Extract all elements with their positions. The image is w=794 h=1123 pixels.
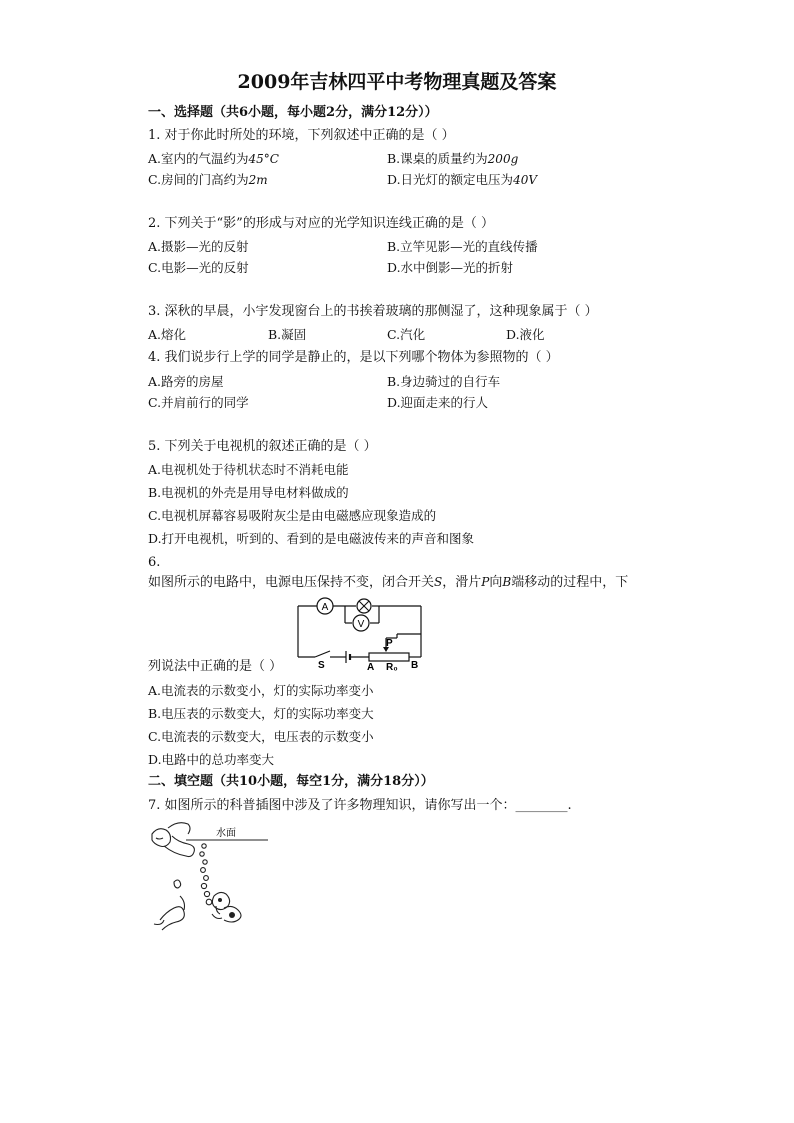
q4-option-d: D.迎面走来的行人 [387, 395, 489, 410]
q6-var-s: S [434, 575, 443, 589]
section-heading-choice: 一、选择题（共6小题，每小题2分，满分12分）） [148, 105, 438, 120]
q2-option-c: C.电影—光的反射 [148, 260, 249, 275]
q6-option-c: C.电流表的示数变大，电压表的示数变小 [148, 729, 374, 744]
q5-option-c: C.电视机屏幕容易吸附灰尘是由电磁感应现象造成的 [148, 508, 437, 523]
q6-var-b: B [502, 575, 512, 589]
q3-stem: 3. 深秋的早晨，小宇发现窗台上的书挨着玻璃的那侧湿了，这种现象属于（ ） [148, 304, 598, 319]
end-a-label: A [367, 662, 375, 672]
slider-label: P [386, 638, 393, 649]
q1-c-value: 2m [248, 173, 268, 187]
q2-option-a: A.摄影—光的反射 [148, 239, 249, 254]
q1-option-a: A.室内的气温约为45°C [148, 151, 279, 166]
q1-option-d: D.日光灯的额定电压为40V [387, 172, 537, 187]
q6-number: 6. [148, 555, 161, 570]
q3-option-c: C.汽化 [387, 327, 426, 342]
water-surface-label: 水面 [216, 828, 236, 839]
q3-option-a: A.熔化 [148, 327, 187, 342]
q1-a-value: 45°C [248, 152, 279, 166]
q4-option-b: B.身边骑过的自行车 [387, 374, 501, 389]
q3-option-d: D.液化 [506, 327, 545, 342]
q6-circuit-diagram [294, 596, 428, 672]
ammeter-label: A [321, 602, 329, 613]
resistor-label: R₀ [386, 662, 398, 672]
q5-option-b: B.电视机的外壳是用导电材料做成的 [148, 485, 349, 500]
page-title: 2009年吉林四平中考物理真题及答案 [237, 71, 557, 93]
q5-option-a: A.电视机处于待机状态时不消耗电能 [148, 462, 349, 477]
end-b-label: B [411, 660, 419, 671]
section-heading-fill: 二、填空题（共10小题，每空1分，满分18分）） [148, 774, 434, 789]
q1-d-value: 40V [513, 173, 537, 187]
q1-b-value: 200g [487, 152, 519, 166]
q4-option-c: C.并肩前行的同学 [148, 395, 249, 410]
voltmeter-label: V [357, 619, 365, 630]
q6-option-d: D.电路中的总功率变大 [148, 752, 275, 767]
q2-stem: 2. 下列关于“影”的形成与对应的光学知识连线正确的是（ ） [148, 216, 494, 231]
q7-illustration [150, 820, 270, 932]
q1-option-c: C.房间的门高约为2m [148, 172, 268, 187]
q1-stem: 1. 对于你此时所处的环境，下列叙述中正确的是（ ） [148, 128, 455, 143]
q6-option-a: A.电流表的示数变小，灯的实际功率变小 [148, 683, 374, 698]
q6-stem: 如图所示的电路中，电源电压保持不变，闭合开关S，滑片P向B端移动的过程中，下 [148, 575, 629, 590]
q5-stem: 5. 下列关于电视机的叙述正确的是（ ） [148, 439, 377, 454]
switch-label: S [318, 660, 325, 671]
q7-stem: 7. 如图所示的科普插图中涉及了许多物理知识，请你写出一个：________. [148, 798, 572, 813]
q6-option-b: B.电压表的示数变大，灯的实际功率变大 [148, 706, 374, 721]
q1-option-b: B.课桌的质量约为200g [387, 151, 519, 166]
q5-option-d: D.打开电视机，听到的、看到的是电磁波传来的声音和图象 [148, 531, 475, 546]
q2-option-b: B.立竿见影—光的直线传播 [387, 239, 538, 254]
q2-option-d: D.水中倒影—光的折射 [387, 260, 514, 275]
q6-stem-continued: 列说法中正确的是（ ） [148, 659, 283, 674]
q3-option-b: B.凝固 [268, 327, 307, 342]
q4-stem: 4. 我们说步行上学的同学是静止的，是以下列哪个物体为参照物的（ ） [148, 350, 559, 365]
q6-var-p: P [481, 575, 490, 589]
q4-option-a: A.路旁的房屋 [148, 374, 224, 389]
